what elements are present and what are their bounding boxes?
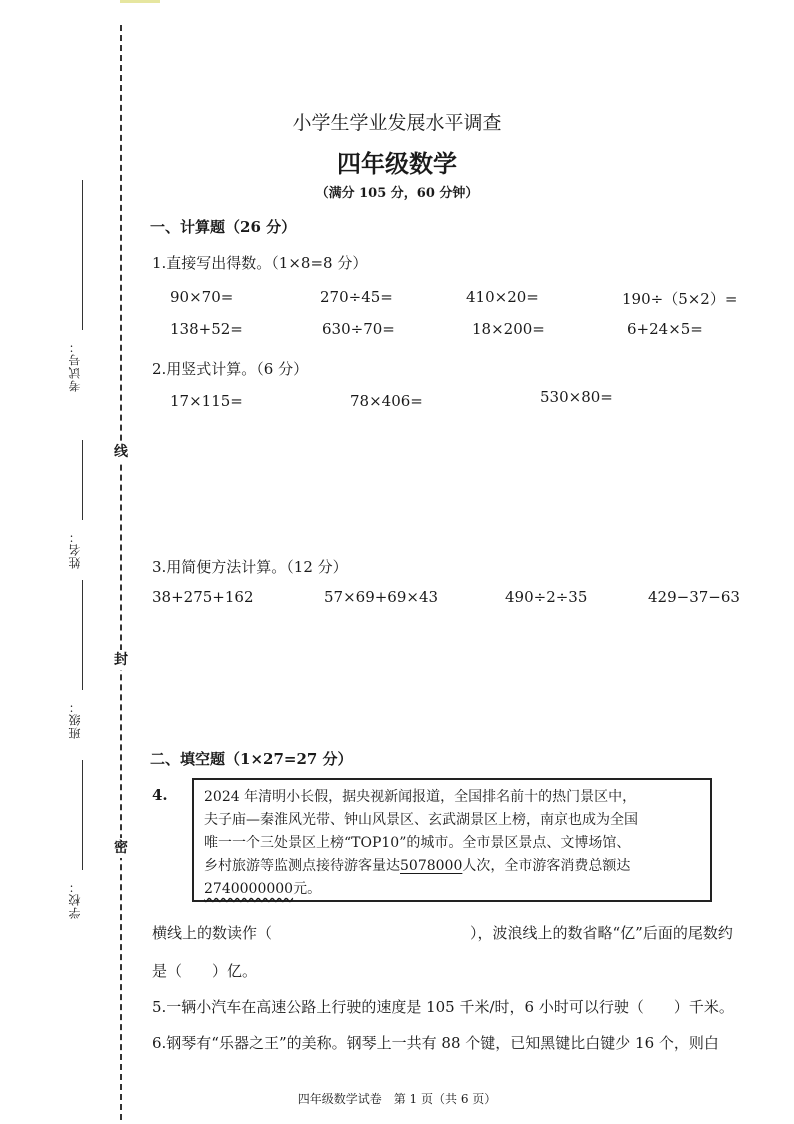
page-footer: 四年级数学试卷 第 1 页（共 6 页） [297,1092,497,1106]
q1-expr: 90×70= [170,288,234,306]
q3-label: 3.用简便方法计算。（12 分） [152,558,348,576]
school-label: 学校： [68,880,82,919]
survey-title: 小学生学业发展水平调查 [292,112,502,134]
seal-char-mi: 密 [114,840,128,856]
q2-expr: 530×80= [540,388,613,406]
q4-ask2: 是（ ）亿。 [152,962,258,980]
q2-expr: 78×406= [350,392,423,410]
q3-expr: 38+275+162 [152,588,254,606]
q1-expr: 410×20= [466,288,539,306]
passage-line: 夫子庙—秦淮风光带、钟山风景区、玄武湖景区上榜，南京也成为全国 [204,812,638,828]
q2-expr: 17×115= [170,392,243,410]
q5-text: 5.一辆小汽车在高速公路上行驶的速度是 105 千米/时，6 小时可以行驶（ ）千米。 [152,998,734,1016]
passage-line: 唯一一个三处景区上榜“TOP10”的城市。全市景区景点、文博场馆、 [204,835,631,851]
passage-text: 人次，全市游客消费总额达 [462,858,631,874]
school-blank [82,760,83,870]
q1-expr: 190÷（5×2）= [622,290,738,308]
top-mark [120,0,160,3]
q1-label: 1.直接写出得数。（1×8=8 分） [152,254,368,272]
passage-text: 元。 [293,881,322,897]
q3-expr: 57×69+69×43 [324,588,439,606]
class-blank [82,580,83,690]
name-blank [82,440,83,520]
seal-char-feng: 封 [114,652,128,668]
section2-heading: 二、填空题（1×27=27 分） [150,750,353,768]
exam-number-label: 考试号： [68,340,82,392]
q4-ask1-a: 横线上的数读作（ [152,924,273,942]
q3-expr: 429−37−63 [648,588,740,606]
score-time-note: （满分 105 分，60 分钟） [315,186,479,201]
page-title: 四年级数学 [337,149,457,178]
passage-line [204,855,700,878]
section1-heading: 一、计算题（26 分） [150,218,297,236]
name-label: 姓名： [68,530,82,569]
exam-number-blank [82,180,83,330]
wavy-underlined-number: 2740000000 [204,881,294,897]
q1-expr: 630÷70= [322,320,395,338]
q2-label: 2.用竖式计算。（6 分） [152,360,309,378]
passage-text: 乡村旅游等监测点接待游客量达 [204,858,400,874]
class-label: 班级： [68,700,82,739]
q4-ask1-b: ），波浪线上的数省略“亿”后面的尾数约 [470,924,733,942]
q1-expr: 270÷45= [320,288,393,306]
q4-number: 4. [152,786,168,804]
q1-expr: 18×200= [472,320,545,338]
q3-expr: 490÷2÷35 [505,588,588,606]
q4-passage-box [192,778,712,902]
q1-expr: 138+52= [170,320,243,338]
passage-line [204,878,700,901]
q6-text: 6.钢琴有“乐器之王”的美称。钢琴上一共有 88 个键，已知黑键比白键少 16 个，则白 [152,1034,719,1052]
q1-expr: 6+24×5= [627,320,703,338]
seal-char-xian: 线 [114,444,128,460]
underlined-number: 5078000 [400,858,463,874]
passage-line: 2024 年清明小长假，据央视新闻报道，全国排名前十的热门景区中， [204,789,637,805]
